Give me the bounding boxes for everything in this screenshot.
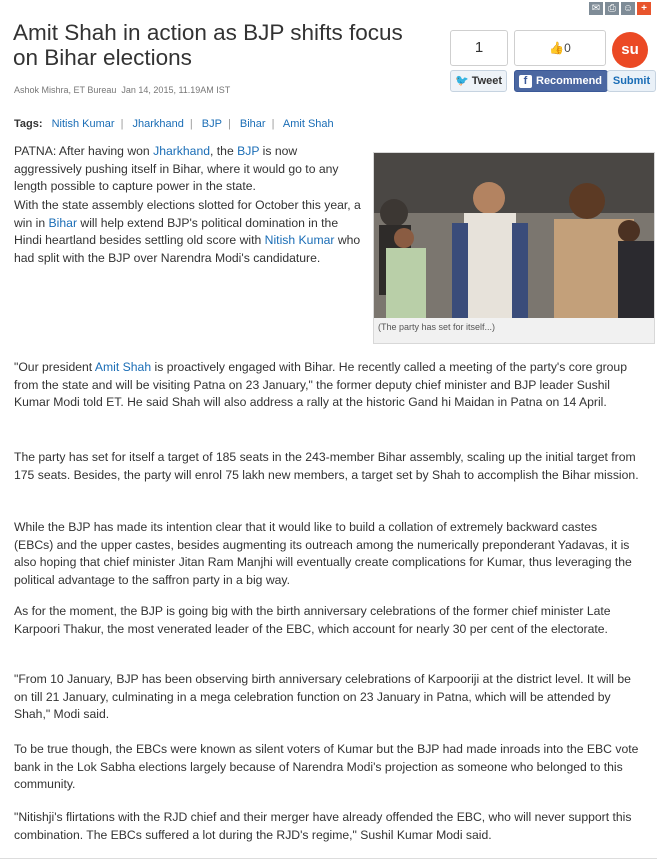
paragraph: "Nitishji's flirtations with the RJD chief and their merger have already offended the EBC, who will never support this combination. The EBCs suffered a lot during the RJD's regime," Sushil Kumar Modi said. xyxy=(14,810,632,842)
recommend-button[interactable] xyxy=(514,70,608,92)
paragraph: While the BJP has made its intention clear that it would like to build a collation of extremely backward castes (EBCs) and the upper castes, besides augmenting its outreach among the numerically preponderant Yadavas, it is also hoping that chief minister Jitan Ram Manjhi will eventually create complications for Kumar, thus leveraging the political advantage to the saffron party in a big way. xyxy=(14,520,632,588)
thumbs-up-icon: 👍 xyxy=(549,41,565,55)
tweet-button[interactable] xyxy=(450,70,507,92)
recommend-label: Recommend xyxy=(536,75,603,87)
byline xyxy=(14,85,230,95)
facebook-icon: f xyxy=(519,75,532,88)
separator: | xyxy=(189,118,193,130)
paragraph: With the state assembly elections slotted for October this year, a win in Bihar will help extend BJP's political domination in the Hindi heartland besides settling old score with Nitish Kumar who had split with the BJP over Narendra Modi's candidature. xyxy=(14,198,361,266)
like-count: 0 xyxy=(564,41,571,55)
stumbleupon-icon[interactable]: su xyxy=(612,32,648,68)
author: Ashok Mishra, ET Bureau xyxy=(14,85,117,95)
like-count-box xyxy=(514,30,606,66)
submit-button[interactable]: Submit xyxy=(607,70,656,92)
paragraph: "Our president Amit Shah is proactively engaged with Bihar. He recently called a meeting of the party's core group from the state and will be visiting Patna on 23 January," the former deputy chief minister and BJP leader Sushil Kumar Modi told ET. He said Shah will also address a rally at the historic Gand hi Maidan in Patna on 14 April. xyxy=(14,360,627,410)
paragraph: To be true though, the EBCs were known as silent voters of Kumar but the BJP had made inroads into the EBC vote bank in the Lok Sabha elections largely because of Narendra Modi's projection as someone who belonged to this community. xyxy=(14,742,639,792)
tweet-count: 1 xyxy=(450,30,508,66)
tags-label: Tags: xyxy=(14,118,43,130)
tag-link[interactable]: Jharkhand xyxy=(132,118,184,130)
photo-caption: (The party has set for itself...) xyxy=(378,322,496,332)
tag-link[interactable]: BJP xyxy=(201,118,222,130)
link-nitish-kumar[interactable]: Nitish Kumar xyxy=(264,233,335,248)
tags-bar xyxy=(14,118,334,130)
article-title: Amit Shah in action as BJP shifts focus on Bihar elections xyxy=(13,20,403,70)
paragraph: As for the moment, the BJP is going big with the birth anniversary celebrations of the former chief minister Late Karpoori Thakur, the most venerated leader of the EBC, which account for nearly 30 per cent of the electorate. xyxy=(14,604,611,636)
twitter-icon: 🐦 xyxy=(455,75,469,87)
paragraph: PATNA: After having won Jharkhand, the BJP is now aggressively pushing itself in Bihar, where it would go to any length possible to capture power in the state. xyxy=(14,144,339,194)
email-icon[interactable]: ✉ xyxy=(589,2,603,15)
reddit-icon[interactable]: ☺ xyxy=(622,3,634,14)
toolbar-icons xyxy=(589,2,651,15)
link-jharkhand[interactable]: Jharkhand xyxy=(153,144,211,158)
tag-link[interactable]: Amit Shah xyxy=(282,118,334,130)
tweet-label: Tweet xyxy=(471,75,503,87)
paragraph: The party has set for itself a target of 185 seats in the 243-member Bihar assembly, scaling up the initial target from 175 seats. Besides, the party will enrol 75 lakh new members, a target set by Shah to accomplish the Bihar mission. xyxy=(14,450,639,482)
article-photo[interactable] xyxy=(373,152,655,344)
link-bihar[interactable]: Bihar xyxy=(48,215,77,230)
separator: | xyxy=(227,118,231,130)
divider xyxy=(0,858,657,859)
tag-link[interactable]: Nitish Kumar xyxy=(51,118,115,130)
plus-icon[interactable]: + xyxy=(637,2,651,15)
photo-illustration xyxy=(374,153,654,318)
tag-link[interactable]: Bihar xyxy=(239,118,266,130)
paragraph: "From 10 January, BJP has been observing birth anniversary celebrations of Karpooriji at the district level. It will be on till 21 January, culminating in a mega celebration function on 23 January in Patna, which will be attended by Shah," Modi said. xyxy=(14,672,631,722)
link-amit-shah[interactable]: Amit Shah xyxy=(94,360,152,374)
link-bjp[interactable]: BJP xyxy=(237,144,260,158)
publish-date: Jan 14, 2015, 11.19AM IST xyxy=(121,85,231,95)
print-icon[interactable]: ⎙ xyxy=(605,2,619,15)
separator: | xyxy=(120,118,124,130)
separator: | xyxy=(271,118,275,130)
